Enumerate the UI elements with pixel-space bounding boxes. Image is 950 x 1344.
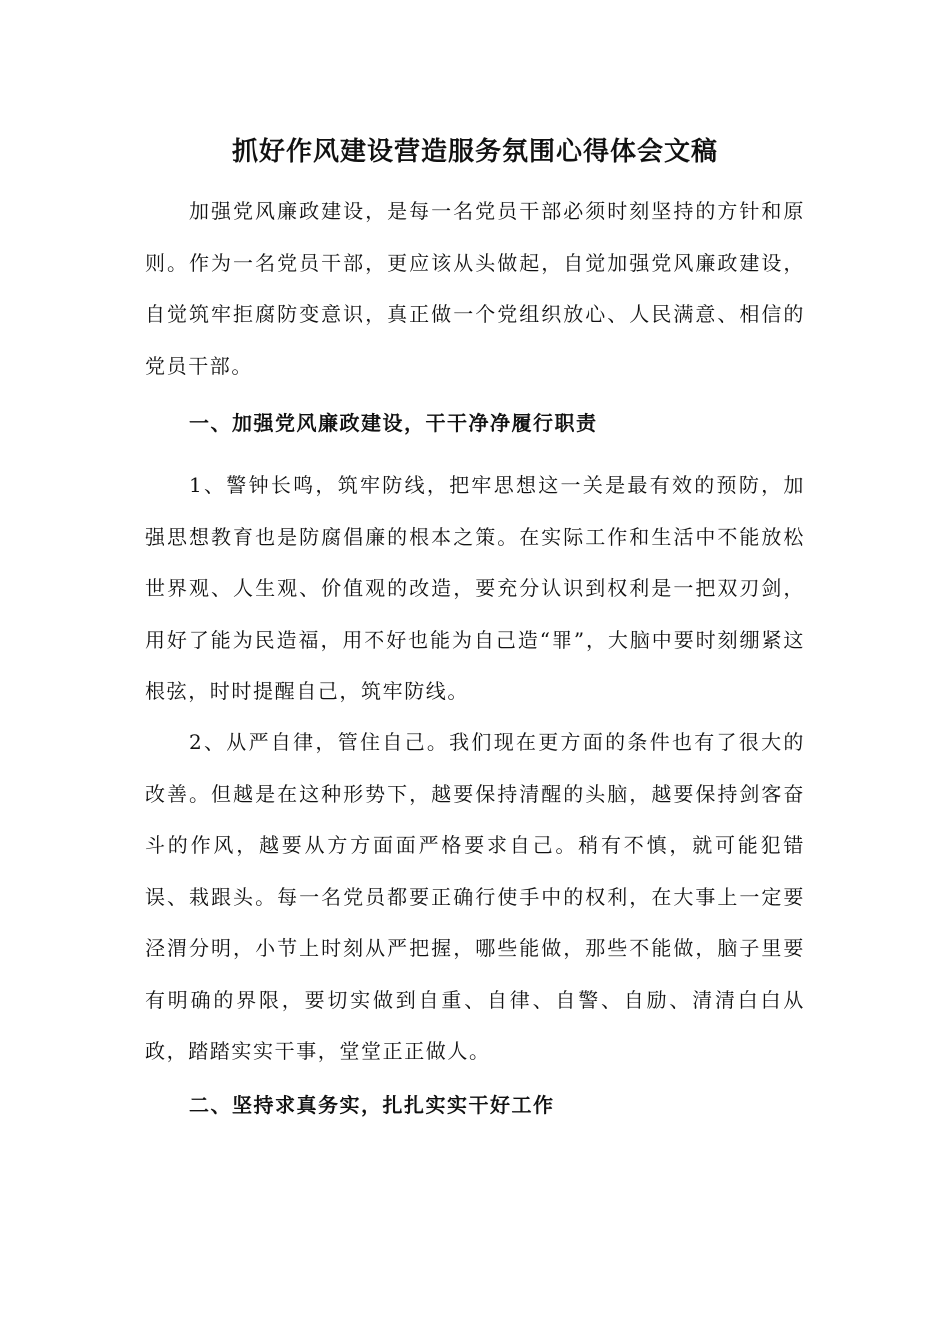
- section-1-paragraph-1: 1、警钟长鸣，筑牢防线，把牢思想这一关是最有效的预防，加强思想教育也是防腐倡廉的根本之策。在实际工作和生活中不能放松世界观、人生观、价值观的改造，要充分认识到权利是一把双刃剑，用好了能为民造福，用不好也能为自己造“罪”，大脑中要时刻绷紧这根弦，时时提醒自己，筑牢防线。: [145, 473, 805, 703]
- document-title: 抓好作风建设营造服务氛围心得体会文稿: [231, 137, 718, 167]
- section-1-heading: 一、加强党风廉政建设，干干净净履行职责: [189, 411, 598, 435]
- section-1-paragraph-2: 2、从严自律，管住自己。我们现在更方面的条件也有了很大的改善。但越是在这种形势下，越要保持清醒的头脑，越要保持剑客奋斗的作风，越要从方方面面严格要求自己。稍有不慎，就可能犯错误、栽跟头。每一名党员都要正确行使手中的权利，在大事上一定要泾渭分明，小节上时刻从严把握，哪些能做，那些不能做，脑子里要有明确的界限，要切实做到自重、自律、自警、自励、清清白白从政，踏踏实实干事，堂堂正正做人。: [145, 730, 805, 1063]
- intro-paragraph: 加强党风廉政建设，是每一名党员干部必须时刻坚持的方针和原则。作为一名党员干部，更应该从头做起，自觉加强党风廉政建设，自觉筑牢拒腐防变意识，真正做一个党组织放心、人民满意、相信的党员干部。: [145, 199, 805, 378]
- section-2-heading: 二、坚持求真务实，扎扎实实干好工作: [189, 1093, 555, 1117]
